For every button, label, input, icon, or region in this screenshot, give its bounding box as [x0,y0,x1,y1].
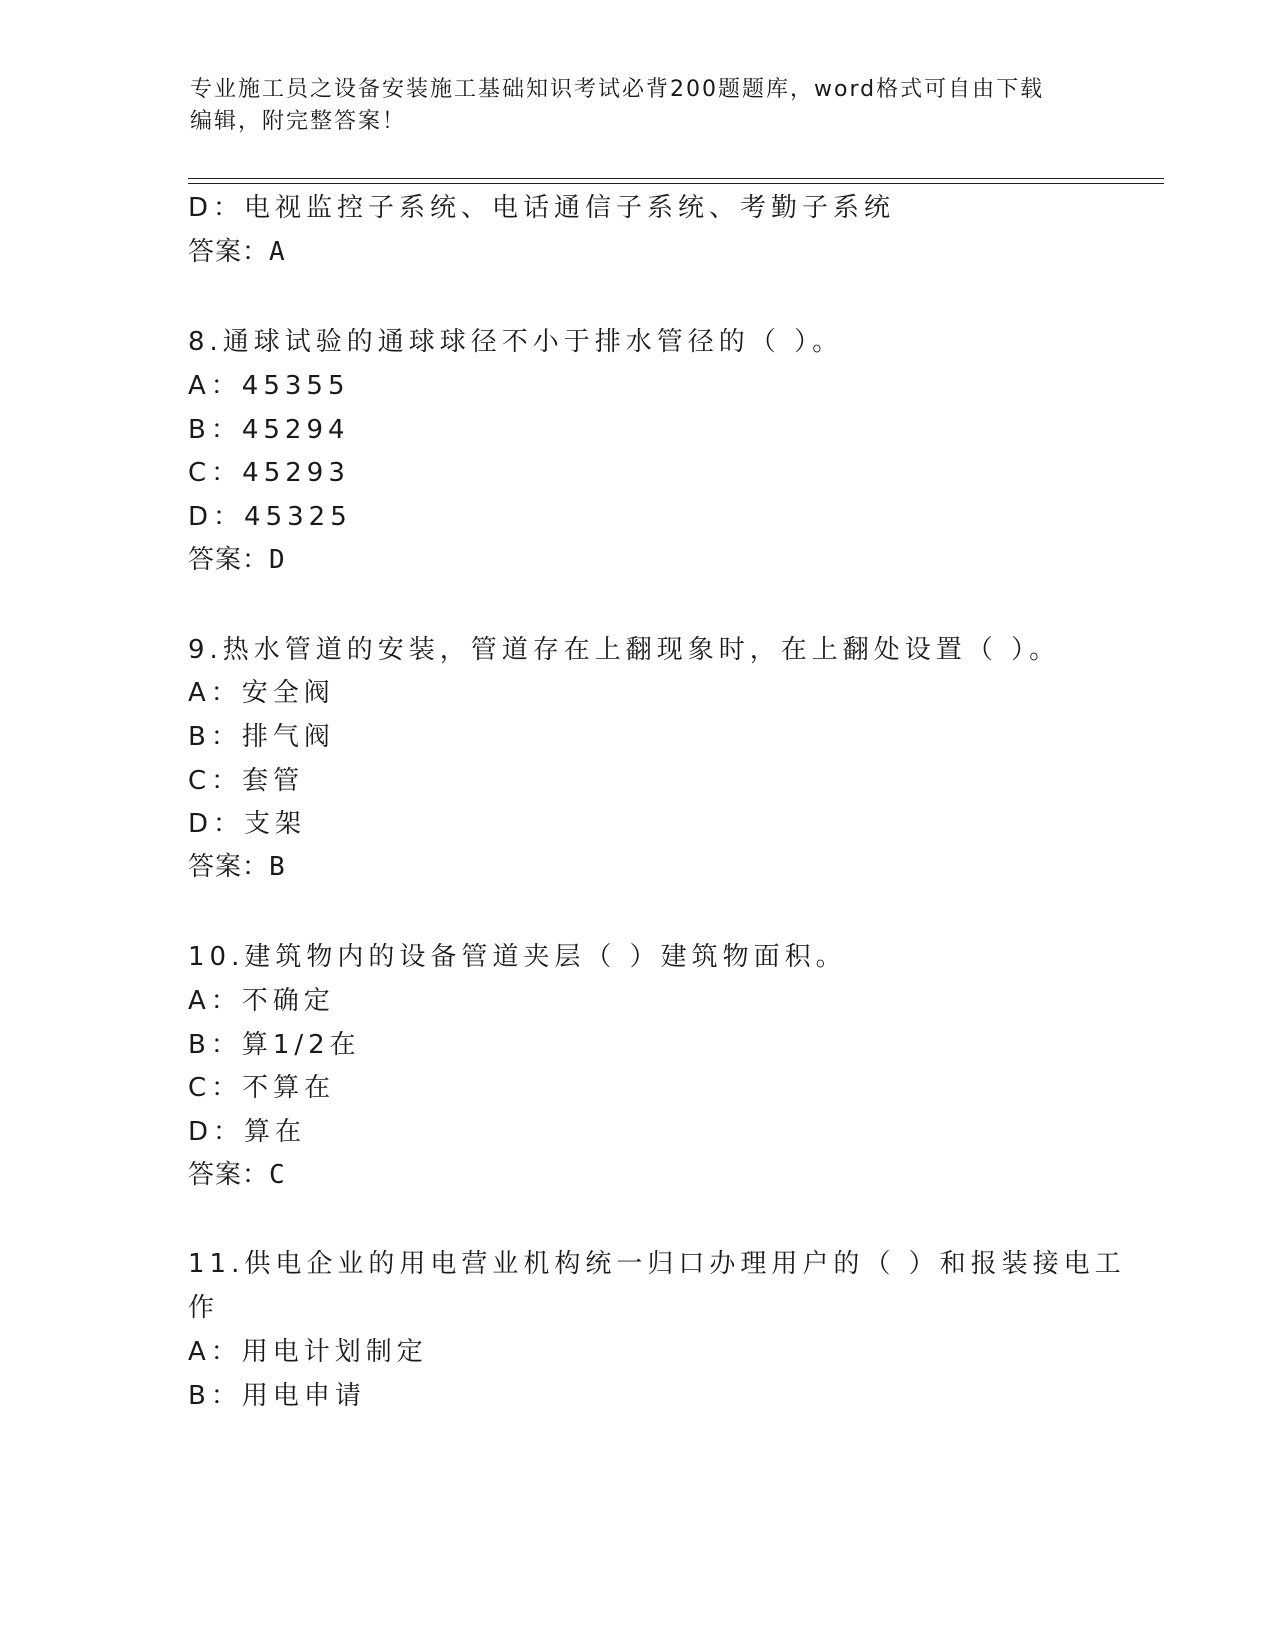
header-divider-top [188,178,1164,179]
question-8-option-d: D：45325 [188,502,352,532]
header-title-line-1: 专业施工员之设备安装施工基础知识考试必背200题题库，word格式可自由下载 [190,77,1045,102]
header-title-line-2: 编辑，附完整答案！ [190,109,407,134]
question-11-stem-line-1: 11.供电企业的用电营业机构统一归口办理用户的（ ）和报装接电工 [188,1249,1126,1279]
question-8-answer [188,542,286,578]
question-9-option-c: C：套管 [188,766,305,796]
answer-value: A [269,237,286,267]
question-10-option-b: B：算1/2在 [188,1030,361,1060]
answer-value: C [269,1160,286,1190]
answer-value: B [269,852,286,882]
question-10-option-c: C：不算在 [188,1073,336,1103]
question-10-stem: 10.建筑物内的设备管道夹层（ ）建筑物面积。 [188,942,847,972]
answer-label: 答案： [188,1160,270,1190]
question-11-option-b: B：用电申请 [188,1381,366,1411]
question-9-answer [188,849,286,885]
answer-label: 答案： [188,545,270,575]
question-9-option-d: D：支架 [188,809,307,839]
header-divider-bottom [188,183,1164,184]
question-9-option-a: A：安全阀 [188,678,335,708]
question-11-option-a: A：用电计划制定 [188,1337,428,1367]
question-9-stem: 9.热水管道的安装，管道存在上翻现象时，在上翻处设置（ ）。 [188,635,1061,665]
prev-question-option-d: D：电视监控子系统、电话通信子系统、考勤子系统 [188,193,896,223]
question-8-option-b: B：45294 [188,415,350,445]
question-10-option-a: A：不确定 [188,986,335,1016]
prev-question-answer [188,234,286,270]
question-9-option-b: B：排气阀 [188,722,335,752]
answer-label: 答案： [188,237,270,267]
document-header [190,74,1090,138]
question-10-answer [188,1157,286,1193]
question-11-stem-line-2: 作 [188,1293,220,1323]
answer-value: D [269,545,286,575]
answer-label: 答案： [188,852,270,882]
question-8-stem: 8.通球试验的通球球径不小于排水管径的（ ）。 [188,327,844,357]
question-8-option-a: A：45355 [188,371,350,401]
question-8-option-c: C：45293 [188,458,350,488]
question-10-option-d: D：算在 [188,1117,307,1147]
